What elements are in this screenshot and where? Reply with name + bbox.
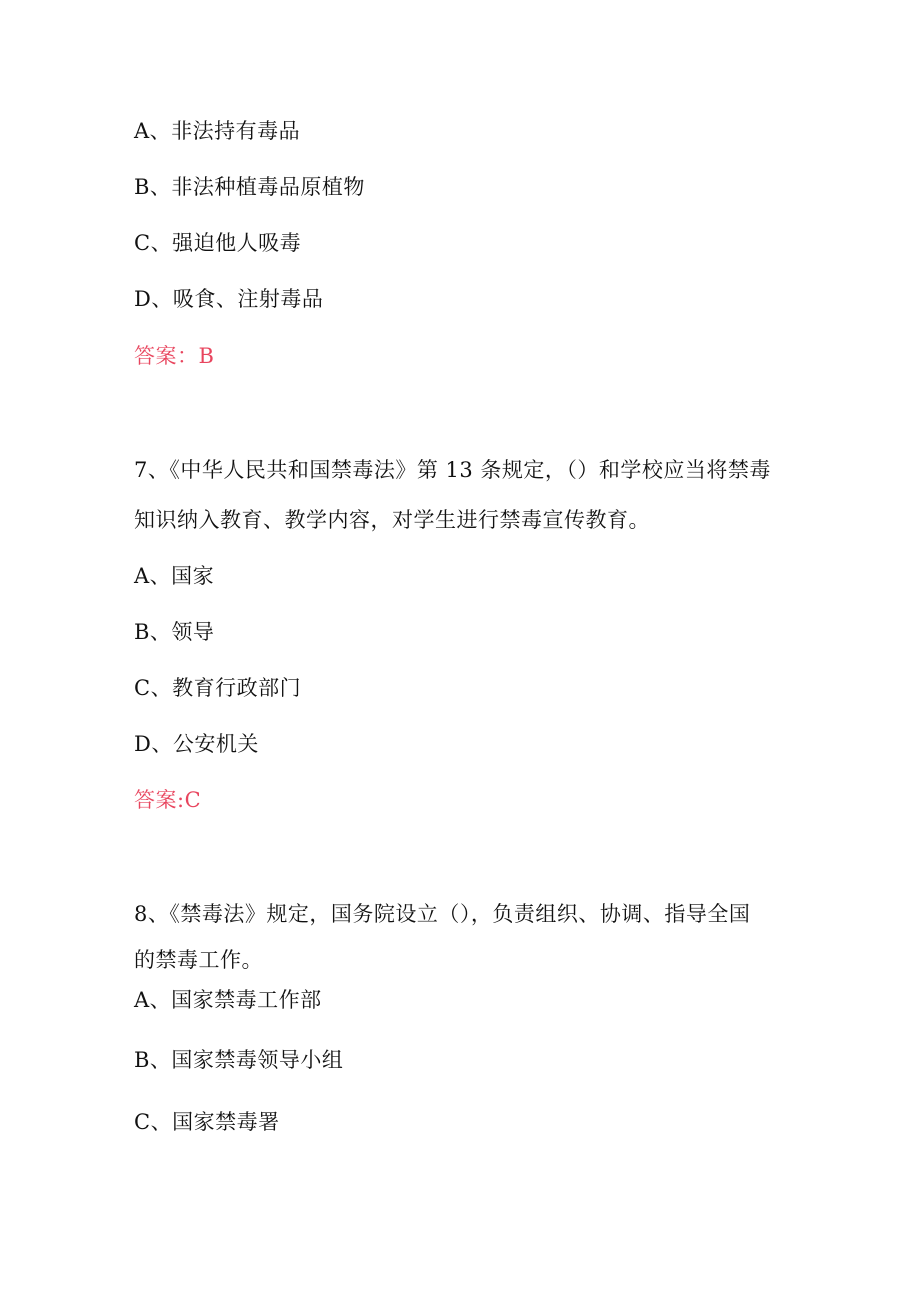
- option-c: C、强迫他人吸毒: [134, 231, 302, 255]
- question-7-stem-line1: 7、《中华人民共和国禁毒法》第 13 条规定，（）和学校应当将禁毒: [134, 458, 771, 482]
- option-b: B、非法种植毒品原植物: [134, 175, 365, 199]
- option-d: D、吸食、注射毒品: [134, 287, 324, 311]
- question-8-stem-line2: 的禁毒工作。: [134, 948, 263, 972]
- question-8-option-c: C、国家禁毒署: [134, 1110, 280, 1134]
- question-8-stem-line1: 8、《禁毒法》规定，国务院设立（），负责组织、协调、指导全国: [134, 902, 751, 926]
- question-7-stem-line2: 知识纳入教育、教学内容，对学生进行禁毒宣传教育。: [134, 508, 650, 532]
- question-8-option-b: B、国家禁毒领导小组: [134, 1048, 344, 1072]
- question-7-option-d: D、公安机关: [134, 732, 259, 756]
- question-7-answer: 答案:C: [134, 788, 202, 812]
- question-8-option-a: A、国家禁毒工作部: [134, 988, 322, 1012]
- option-a: A、非法持有毒品: [134, 119, 301, 143]
- answer-text: 答案：B: [134, 344, 215, 368]
- question-7-option-b: B、领导: [134, 620, 215, 644]
- question-7-option-c: C、教育行政部门: [134, 676, 302, 700]
- question-7-option-a: A、国家: [134, 564, 215, 588]
